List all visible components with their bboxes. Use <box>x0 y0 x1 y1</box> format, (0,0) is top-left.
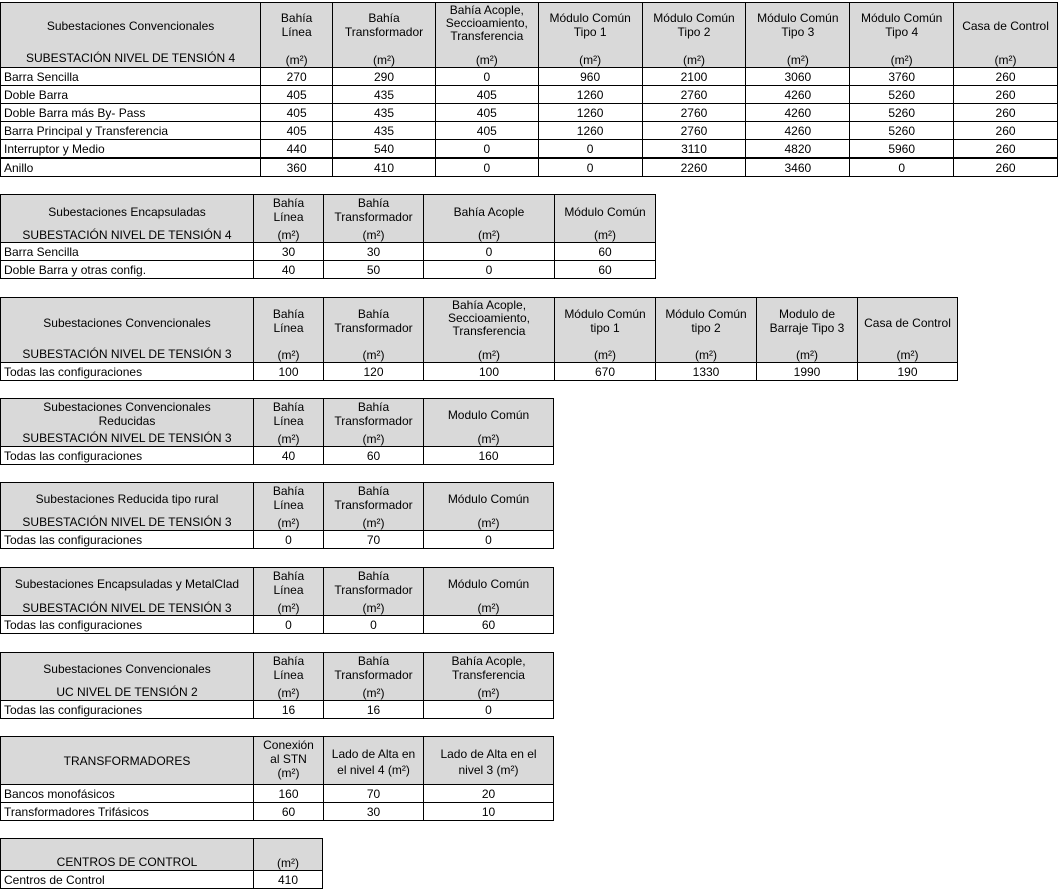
unit-label: (m²) <box>362 686 385 700</box>
row-label: Todas las configuraciones <box>1 363 254 381</box>
cell-value: 60 <box>555 243 656 261</box>
col-label: Casa de Control <box>962 19 1049 33</box>
table-conv-uc-nt2 <box>0 652 554 719</box>
table-header <box>1 568 554 616</box>
cell-value: 40 <box>254 447 324 465</box>
table-subtitle: SUBESTACIÓN NIVEL DE TENSIÓN 3 <box>22 601 232 615</box>
table-subtitle: SUBESTACIÓN NIVEL DE TENSIÓN 3 <box>22 515 232 529</box>
cell-value: 960 <box>538 68 642 86</box>
col-label: Bahía Transformador <box>334 196 413 224</box>
col-label: Módulo Común Tipo 4 <box>860 11 943 39</box>
cell-value: 405 <box>261 86 333 104</box>
unit-label: (m²) <box>994 53 1017 67</box>
cell-value: 30 <box>254 243 324 261</box>
unit-label: (m²) <box>478 228 500 242</box>
col-label: Bahía Línea <box>280 11 313 39</box>
cell-value: 50 <box>324 261 424 279</box>
cell-value: 0 <box>435 158 538 177</box>
table-header <box>1 298 958 363</box>
header-title-cell <box>1 298 254 363</box>
cell-value: 440 <box>261 140 333 159</box>
unit-label: (m²) <box>477 601 500 615</box>
cell-value: 0 <box>538 140 642 159</box>
table-header <box>1 399 554 447</box>
cell-value: 4260 <box>746 122 850 140</box>
cell-value: 260 <box>954 158 1058 177</box>
cell-value: 100 <box>254 363 324 381</box>
unit-label: (m²) <box>362 432 385 446</box>
table-row <box>1 104 1058 122</box>
row-label: Barra Sencilla <box>1 68 261 86</box>
col-label: Bahía Línea <box>272 307 305 335</box>
row-label: Bancos monofásicos <box>1 785 254 803</box>
col-label: Bahía Línea <box>272 569 305 597</box>
col-label: Módulo Común tipo 2 <box>665 307 747 335</box>
cell-value: 4820 <box>746 140 850 159</box>
col-label: Módulo Común Tipo 3 <box>757 11 839 39</box>
cell-value: 16 <box>254 701 324 719</box>
row-label: Barra Principal y Transferencia <box>1 122 261 140</box>
cell-value: 1990 <box>757 363 858 381</box>
header-title-cell <box>1 737 254 785</box>
cell-value: 30 <box>324 803 424 821</box>
table-row <box>1 616 554 634</box>
table-header <box>1 653 554 701</box>
cell-value: 40 <box>254 261 324 279</box>
col-label: Bahía Transformador <box>334 569 413 597</box>
row-label: Todas las configuraciones <box>1 531 254 549</box>
col-label: Bahía Línea <box>272 196 305 224</box>
cell-value: 1260 <box>538 104 642 122</box>
cell-value: 0 <box>324 616 424 634</box>
table-subtitle: UC NIVEL DE TENSIÓN 2 <box>56 685 198 699</box>
cell-value: 0 <box>435 140 538 159</box>
col-label: Bahía Acople <box>453 205 525 219</box>
cell-value: 540 <box>333 140 436 159</box>
row-label: Doble Barra y otras config. <box>1 261 254 279</box>
table-conv-nt4 <box>0 2 1058 177</box>
col-label: Bahía Transformador <box>334 484 413 512</box>
header-col <box>254 195 324 243</box>
col-label: Bahía Línea <box>272 654 305 682</box>
unit-label: (m²) <box>475 53 498 67</box>
unit-label: (m²) <box>890 53 913 67</box>
cell-value: 0 <box>850 158 954 177</box>
table-row <box>1 122 1058 140</box>
header-col <box>424 195 555 243</box>
cell-value: 5960 <box>850 140 954 159</box>
header-col <box>555 195 656 243</box>
header-col <box>424 737 554 785</box>
table-row <box>1 363 958 381</box>
table-row <box>1 86 1058 104</box>
col-label: Bahía Acople, Transferencia <box>451 654 526 682</box>
row-label: Todas las configuraciones <box>1 701 254 719</box>
header-col <box>254 399 324 447</box>
unit-label: (m²) <box>277 856 299 870</box>
cell-value: 1260 <box>538 122 642 140</box>
cell-value: 16 <box>324 701 424 719</box>
col-label: Módulo Común tipo 1 <box>564 307 646 335</box>
table-conv-reducidas-nt3 <box>0 398 554 465</box>
cell-value: 410 <box>254 871 323 889</box>
header-col <box>254 737 324 785</box>
cell-value: 120 <box>324 363 424 381</box>
table-subtitle: SUBESTACIÓN NIVEL DE TENSIÓN 3 <box>22 347 232 361</box>
table-row <box>1 261 656 279</box>
table-reducida-rural-nt3 <box>0 482 554 549</box>
cell-value: 100 <box>424 363 555 381</box>
cell-value: 60 <box>324 447 424 465</box>
table-header <box>1 3 1058 68</box>
table-encap-nt4 <box>0 194 656 279</box>
table-row <box>1 785 554 803</box>
cell-value: 260 <box>954 68 1058 86</box>
col-label: Lado de Alta en el nivel 4 (m²) <box>331 747 416 777</box>
header-col <box>424 399 554 447</box>
unit-label: (m²) <box>796 348 818 362</box>
header-col <box>555 298 656 363</box>
table-subtitle: SUBESTACIÓN NIVEL DE TENSIÓN 4 <box>22 228 232 242</box>
header-col <box>435 3 538 68</box>
col-label: Bahía Línea <box>272 484 305 512</box>
row-label: Barra Sencilla <box>1 243 254 261</box>
header-title-cell <box>1 653 254 701</box>
cell-value: 0 <box>424 261 555 279</box>
cell-value: 1330 <box>656 363 757 381</box>
header-col <box>324 399 424 447</box>
col-label: Módulo Común Tipo 2 <box>653 11 735 39</box>
table-row <box>1 68 1058 86</box>
cell-value: 435 <box>333 122 436 140</box>
cell-value: 0 <box>424 243 555 261</box>
header-title-cell <box>1 3 261 68</box>
header-col <box>656 298 757 363</box>
cell-value: 160 <box>254 785 324 803</box>
col-label: Módulo Común Tipo 1 <box>549 11 631 39</box>
header-col <box>324 483 424 531</box>
table-centros-control <box>0 838 323 889</box>
table-row <box>1 158 1058 177</box>
header-col <box>642 3 746 68</box>
col-label: Casa de Control <box>864 316 951 330</box>
cell-value: 1260 <box>538 86 642 104</box>
table-subtitle: SUBESTACIÓN NIVEL DE TENSIÓN 3 <box>22 431 232 445</box>
cell-value: 360 <box>261 158 333 177</box>
cell-value: 60 <box>254 803 324 821</box>
col-label: Módulo Común <box>447 577 530 591</box>
unit-label: (m²) <box>362 228 385 242</box>
table-row <box>1 140 1058 159</box>
row-label: Doble Barra <box>1 86 261 104</box>
cell-value: 405 <box>435 86 538 104</box>
unit-label: (m²) <box>285 53 308 67</box>
row-label: Doble Barra más By- Pass <box>1 104 261 122</box>
cell-value: 0 <box>424 701 554 719</box>
cell-value: 160 <box>424 447 554 465</box>
header-title-cell <box>1 568 254 616</box>
col-label: Bahía Acople, Seccioamiento, Transferencia <box>445 3 528 43</box>
table-header <box>1 737 554 785</box>
header-title-cell <box>1 195 254 243</box>
header-col <box>324 298 424 363</box>
col-label: Módulo Común <box>564 205 646 219</box>
unit-label: (m²) <box>477 516 500 530</box>
cell-value: 2100 <box>642 68 746 86</box>
unit-label: (m²) <box>362 516 385 530</box>
unit-label: (m²) <box>682 53 705 67</box>
table-row <box>1 447 554 465</box>
table-conv-nt3 <box>0 297 958 381</box>
unit-label: (m²) <box>362 601 385 615</box>
table-title: Subestaciones Encapsuladas y MetalClad <box>14 577 240 591</box>
cell-value: 190 <box>858 363 958 381</box>
header-col <box>850 3 954 68</box>
header-col <box>538 3 642 68</box>
unit-label: (m²) <box>896 348 919 362</box>
table-row <box>1 531 554 549</box>
header-col <box>254 483 324 531</box>
table-encap-metalclad-nt3 <box>0 567 554 634</box>
cell-value: 410 <box>333 158 436 177</box>
cell-value: 260 <box>954 122 1058 140</box>
table-row <box>1 701 554 719</box>
table-title: CENTROS DE CONTROL <box>56 855 198 869</box>
col-label: Conexión al STN (m²) <box>263 738 314 780</box>
table-row <box>1 803 554 821</box>
header-col <box>954 3 1058 68</box>
table-title: Subestaciones Convencionales <box>43 662 211 676</box>
cell-value: 0 <box>435 68 538 86</box>
cell-value: 3460 <box>746 158 850 177</box>
table-title: TRANSFORMADORES <box>63 754 191 768</box>
cell-value: 260 <box>954 86 1058 104</box>
row-label: Todas las configuraciones <box>1 616 254 634</box>
cell-value: 2760 <box>642 86 746 104</box>
cell-value: 60 <box>555 261 656 279</box>
cell-value: 290 <box>333 68 436 86</box>
table-title: Subestaciones Convencionales Reducidas <box>43 400 211 428</box>
cell-value: 5260 <box>850 104 954 122</box>
cell-value: 5260 <box>850 86 954 104</box>
header-col <box>424 568 554 616</box>
col-label: Bahía Transformador <box>334 400 413 428</box>
cell-value: 4260 <box>746 86 850 104</box>
table-row <box>1 871 323 889</box>
cell-value: 0 <box>254 616 324 634</box>
unit-label: (m²) <box>277 601 300 615</box>
cell-value: 70 <box>324 531 424 549</box>
cell-value: 2760 <box>642 104 746 122</box>
cell-value: 405 <box>261 122 333 140</box>
table-header <box>1 483 554 531</box>
header-col <box>858 298 958 363</box>
header-col <box>424 298 555 363</box>
unit-label: (m²) <box>477 432 500 446</box>
cell-value: 0 <box>424 531 554 549</box>
cell-value: 2760 <box>642 122 746 140</box>
row-label: Interruptor y Medio <box>1 140 261 159</box>
header-col <box>261 3 333 68</box>
col-label: Bahía Transformador <box>334 307 413 335</box>
cell-value: 405 <box>435 122 538 140</box>
col-label: Modulo de Barraje Tipo 3 <box>769 307 845 335</box>
col-label: Bahía Transformador <box>334 654 413 682</box>
cell-value: 405 <box>261 104 333 122</box>
col-label: Bahía Transformador <box>344 11 424 39</box>
cell-value: 0 <box>538 158 642 177</box>
table-subtitle: SUBESTACIÓN NIVEL DE TENSIÓN 4 <box>25 51 236 65</box>
cell-value: 4260 <box>746 104 850 122</box>
unit-label: (m²) <box>277 348 300 362</box>
table-title: Subestaciones Encapsuladas <box>48 205 206 219</box>
header-col <box>324 195 424 243</box>
cell-value: 60 <box>424 616 554 634</box>
unit-label: (m²) <box>786 53 809 67</box>
unit-label: (m²) <box>277 228 300 242</box>
table-row <box>1 243 656 261</box>
unit-label: (m²) <box>695 348 717 362</box>
table-header <box>1 195 656 243</box>
header-col <box>254 839 323 871</box>
header-title-cell <box>1 483 254 531</box>
header-col <box>757 298 858 363</box>
header-title-cell <box>1 839 254 871</box>
cell-value: 670 <box>555 363 656 381</box>
col-label: Lado de Alta en el nivel 3 (m²) <box>440 747 537 777</box>
col-label: Modulo Común <box>447 408 530 422</box>
table-transformadores <box>0 736 554 821</box>
table-header <box>1 839 323 871</box>
cell-value: 70 <box>324 785 424 803</box>
header-col <box>333 3 436 68</box>
cell-value: 2260 <box>642 158 746 177</box>
cell-value: 260 <box>954 140 1058 159</box>
cell-value: 270 <box>261 68 333 86</box>
row-label: Centros de Control <box>1 871 254 889</box>
col-label: Módulo Común <box>447 492 530 506</box>
unit-label: (m²) <box>277 686 300 700</box>
header-col <box>324 568 424 616</box>
unit-label: (m²) <box>594 228 616 242</box>
col-label: Bahía Línea <box>272 400 305 428</box>
unit-label: (m²) <box>277 516 300 530</box>
header-col <box>424 653 554 701</box>
cell-value: 3760 <box>850 68 954 86</box>
unit-label: (m²) <box>277 432 300 446</box>
table-title: Subestaciones Convencionales <box>43 316 211 330</box>
cell-value: 10 <box>424 803 554 821</box>
unit-label: (m²) <box>478 348 500 362</box>
row-label: Todas las configuraciones <box>1 447 254 465</box>
header-col <box>324 737 424 785</box>
cell-value: 5260 <box>850 122 954 140</box>
cell-value: 405 <box>435 104 538 122</box>
row-label: Anillo <box>1 158 261 177</box>
unit-label: (m²) <box>477 686 500 700</box>
row-label: Transformadores Trifásicos <box>1 803 254 821</box>
cell-value: 30 <box>324 243 424 261</box>
table-title: Subestaciones Reducida tipo rural <box>35 492 219 506</box>
header-col <box>254 653 324 701</box>
header-col <box>254 568 324 616</box>
cell-value: 260 <box>954 104 1058 122</box>
header-col <box>424 483 554 531</box>
cell-value: 3110 <box>642 140 746 159</box>
header-title-cell <box>1 399 254 447</box>
cell-value: 435 <box>333 86 436 104</box>
cell-value: 435 <box>333 104 436 122</box>
cell-value: 20 <box>424 785 554 803</box>
unit-label: (m²) <box>362 348 385 362</box>
col-label: Bahía Acople, Seccioamiento, Transferencia <box>447 298 531 338</box>
cell-value: 0 <box>254 531 324 549</box>
cell-value: 3060 <box>746 68 850 86</box>
header-col <box>254 298 324 363</box>
header-col <box>324 653 424 701</box>
table-title: Subestaciones Convencionales <box>46 19 215 33</box>
unit-label: (m²) <box>373 53 395 67</box>
header-col <box>746 3 850 68</box>
unit-label: (m²) <box>594 348 616 362</box>
unit-label: (m²) <box>579 53 602 67</box>
